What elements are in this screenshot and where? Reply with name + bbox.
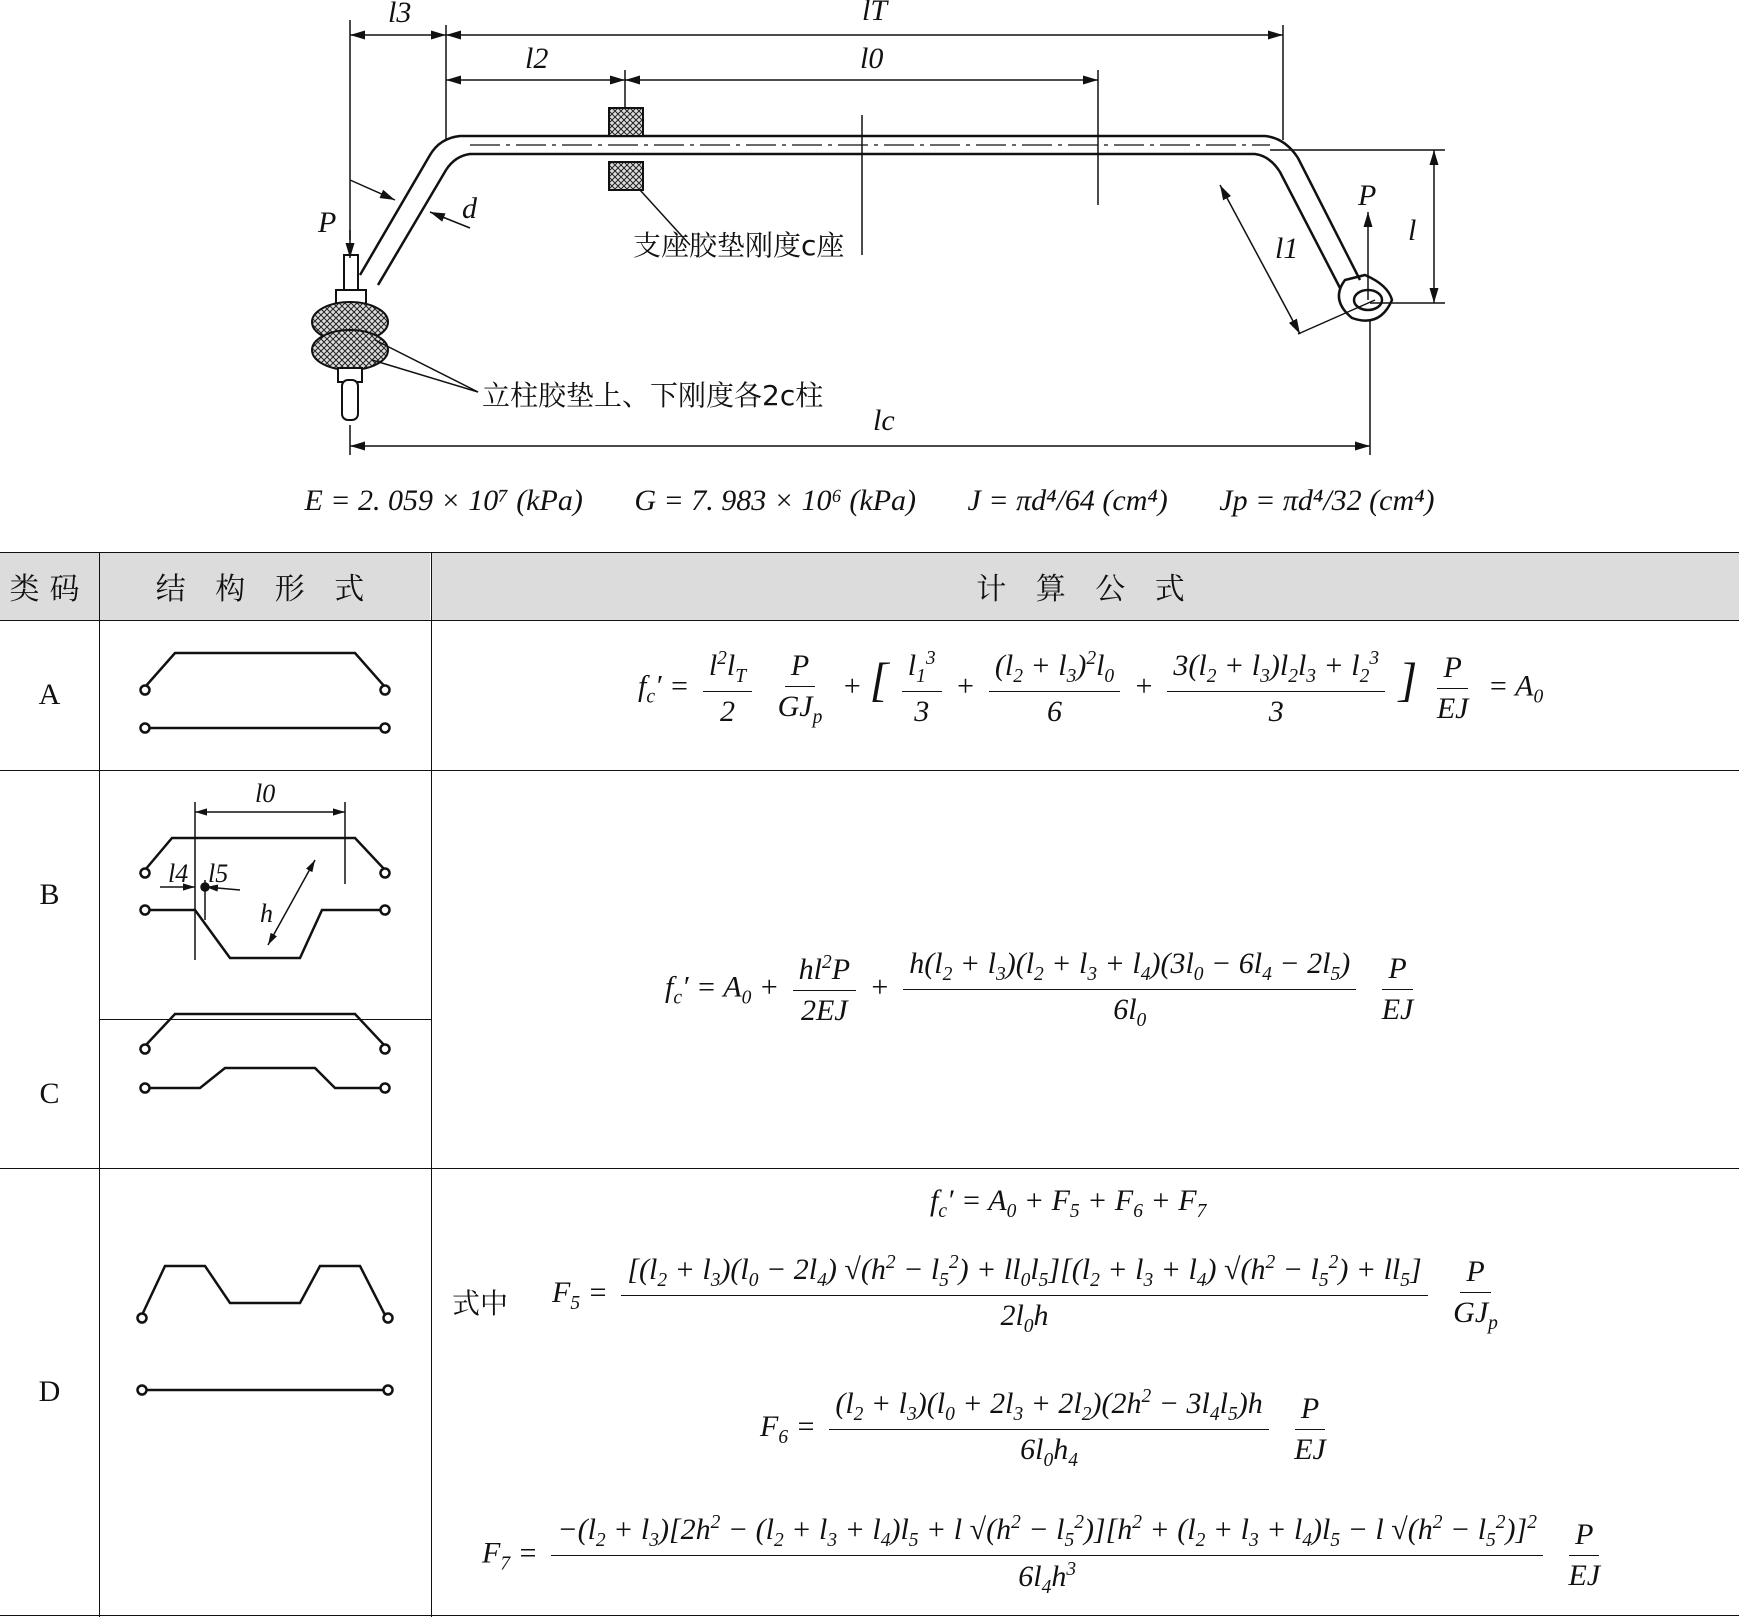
diagram-b-l5: l5 <box>208 859 229 888</box>
constant-j: J = πd⁴/64 (cm⁴) <box>967 484 1168 517</box>
constant-e: E = 2. 059 × 10⁷ (kPa) <box>304 484 583 517</box>
stabilizer-bar-drawing <box>0 0 1739 540</box>
row-code-a: A <box>38 678 61 711</box>
formula-table <box>0 552 1739 1617</box>
column-pad-label: 立柱胶垫上、下刚度各2c柱 <box>482 379 824 412</box>
diagram-d <box>138 1266 393 1395</box>
formula-f5: $F_5$ = $[(l_2 + l_3)(l_0 - 2l_4) √(h^2 - l_5^2) + ll_0l_5][(l_2 + l_3 + l_4) √(h^2 - l_5^2) + ll_5]$ $2l_0h$ P $GJ_p$ <box>552 1252 1498 1337</box>
diagram-a <box>141 653 390 733</box>
dim-lT: lT <box>862 0 888 27</box>
load-p-left: P <box>318 206 337 239</box>
dim-l2: l2 <box>525 42 549 75</box>
formula-f6: $F_6$ = $\frac{(l_2 + l_3)(l_0 + 2l_3 + 2l_2)(2h^2 - 3l_4l_5)h}{6l_0h_4}$ $\frac{P}{EJ}$ <box>760 1386 1326 1471</box>
dim-l3: l3 <box>388 0 412 29</box>
diagram-c <box>141 1014 390 1093</box>
bar-outline <box>360 136 1360 288</box>
structure-diagrams <box>100 620 430 1615</box>
header-formula: 计 算 公 式 <box>432 552 1739 620</box>
constant-g: G = 7. 983 × 10⁶ (kPa) <box>634 484 917 517</box>
header-code: 类码 <box>0 552 99 620</box>
constant-jp: Jp = πd⁴/32 (cm⁴) <box>1219 484 1435 517</box>
row-code-d: D <box>38 1374 61 1408</box>
diagram-b-l0: l0 <box>255 779 276 808</box>
dim-l0: l0 <box>860 42 884 75</box>
support-pad-label: 支座胶垫刚度c座 <box>633 229 845 262</box>
column-assembly <box>312 255 388 420</box>
row-code-c: C <box>39 1076 60 1110</box>
diagram-b-l4: l4 <box>168 859 189 888</box>
dim-lc: lc <box>873 404 895 437</box>
formula-bc: $f_c' = A_0$ + $\frac{hl^2P}{2EJ}$ + $\frac{h(l_2 + l_3)(l_2 + l_3 + l_4)(3l_0 - 6l_4 - 2l_5)}{6l_0}$ $\frac{P}{EJ}$ <box>665 947 1414 1031</box>
support-pad-top <box>609 108 643 136</box>
diagram-b-h: h <box>260 899 273 928</box>
formula-d-prefix: 式中 <box>452 1287 509 1320</box>
stabilizer-bar-svg <box>0 0 1739 540</box>
formula-f7: $F_7$ = $-(l_2 + l_3)[2h^2 - (l_2 + l_3 + l_4)l_5 + l$ $√(h^2 - l_5^2)][h^2 + (l_2 + l_3 + l_4)l_5 - l$ $√(h^2 - l_5^2)]^2$ $6l_4h^3$ $\frac{P}{EJ}$ <box>482 1512 1601 1598</box>
header-structure: 结 构 形 式 <box>100 552 430 620</box>
support-pad-bottom <box>609 162 643 190</box>
material-constants <box>0 484 1739 518</box>
load-p-right: P <box>1358 179 1377 212</box>
dim-l1: l1 <box>1275 232 1299 265</box>
formula-a: $f_c'$ = $\frac{l^2l_T}{2}$ P $GJ_p$ + [ $\frac{l_1^3}{3}$ + $\frac{(l_2 + l_3)^2l_0}{6}$ + $\frac{3(l_2 + l_3)l_2l_3 + l_2^3}{3}$ ] $\frac{P}{EJ}$ = $A_0$ <box>638 648 1544 728</box>
dim-l: l <box>1408 214 1417 247</box>
eye-end <box>1339 275 1392 321</box>
row-code-b: B <box>39 877 60 911</box>
formula-d-main: $f_c' = A_0 + F_5 + F_6 + F_7$ <box>930 1184 1207 1222</box>
dim-d: d <box>462 192 477 225</box>
